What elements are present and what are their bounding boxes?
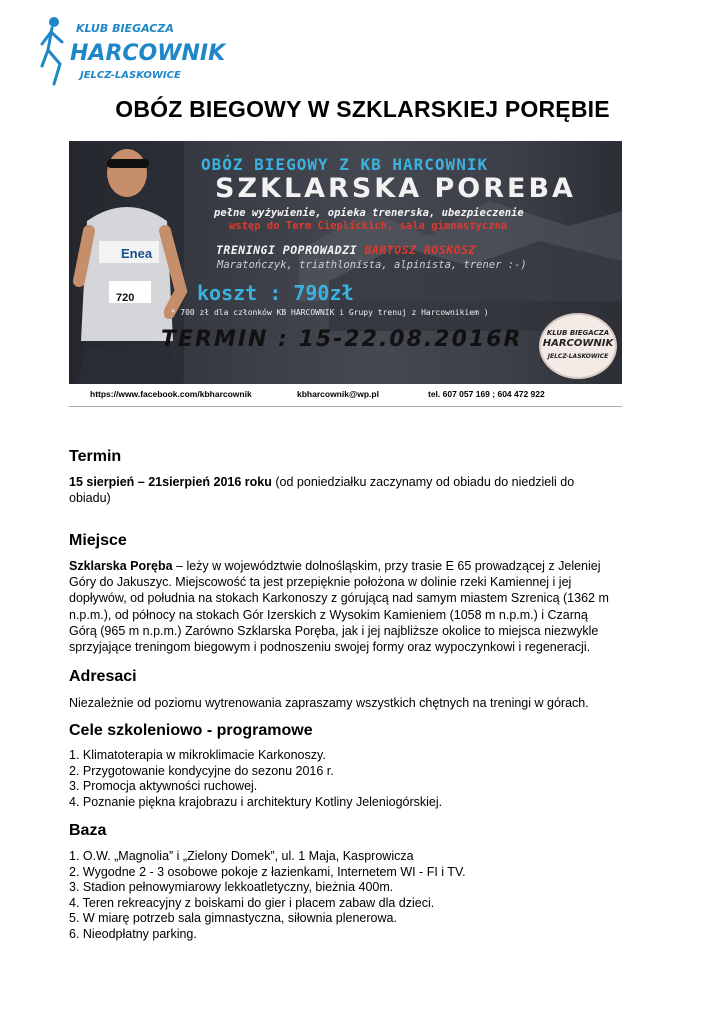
heading-baza: Baza (69, 822, 107, 839)
miejsce-line4: n.p.m.), od północy na stokach Gór Izerskich z Wysokim Kamieniem (1058 m n.p.m.) i Czarną (69, 607, 588, 622)
list-item: 6. Nieodpłatny parking. (69, 926, 197, 941)
termin-note-cont: obiadu) (69, 491, 111, 506)
banner-headline: OBÓZ BIEGOWY Z KB HARCOWNIK (201, 155, 489, 174)
divider (69, 406, 622, 407)
logo-line3: JELCZ-LASKOWICE (80, 70, 181, 81)
list-item: 3. Stadion pełnowymiarowy lekkoatletyczny, bieżnia 400m. (69, 880, 394, 895)
camp-banner (69, 141, 622, 384)
termin-note: (od poniedziałku zaczynamy od obiadu do niedzieli do (271, 475, 575, 489)
list-item: 3. Promocja aktywności ruchowej. (69, 779, 258, 794)
heading-termin: Termin (69, 448, 122, 465)
heading-cele: Cele szkoleniowo - programowe (69, 722, 313, 739)
termin-text (69, 474, 629, 506)
list-item: 4. Poznanie piękna krajobrazu i architektury Kotliny Jeleniogórskiej. (69, 794, 443, 809)
trainer-prefix: TRENINGI POPROWADZI (216, 243, 358, 257)
list-item: 4. Teren rekreacyjny z boiskami do gier i placem zabaw dla dzieci. (69, 895, 435, 910)
badge-line3: JELCZ-LASKOWICE (547, 353, 609, 360)
banner-trainer (216, 243, 476, 257)
list-item: 1. Klimatoterapia w mikroklimacie Karkonoszy. (69, 748, 326, 762)
heading-adresaci: Adresaci (69, 668, 137, 685)
banner-cost: koszt : 790zł (197, 281, 354, 305)
facebook-link[interactable]: https://www.facebook.com/kbharcownik (90, 389, 252, 399)
termin-dates: 15 sierpień – 21sierpień 2016 roku (69, 475, 272, 489)
adresaci-text: Niezależnie od poziomu wytrenowania zapraszamy wszystkich chętnych na treningi w górach. (69, 696, 589, 710)
baza-list (69, 849, 649, 943)
club-badge (539, 313, 617, 379)
shirt-sponsor: Enea (121, 246, 153, 261)
badge-line1: KLUB BIEGACZA (546, 329, 610, 337)
list-item: 2. Przygotowanie kondycyjne do sezonu 2016 r. (69, 763, 334, 778)
race-bib: 720 (116, 292, 135, 304)
list-item: 5. W miarę potrzeb sala gimnastyczna, siłownia plenerowa. (69, 911, 397, 926)
runner-icon (42, 17, 62, 84)
logo-line2: HARCOWNIK (70, 41, 226, 66)
miejsce-town: Szklarska Poręba (69, 559, 173, 573)
page-title: OBÓZ BIEGOWY W SZKLARSKIEJ PORĘBIE (115, 96, 610, 122)
banner-includes: pełne wyżywienie, opieka trenerska, ubezpieczenie (214, 207, 524, 219)
phone-numbers: tel. 607 057 169 ; 604 472 922 (428, 389, 545, 399)
banner-trainer-bio: Maratończyk, triathlonista, alpinista, trener :-) (217, 259, 527, 271)
miejsce-line1: – leży w województwie dolnośląskim, przy trasie E 65 prowadzącej z Jeleniej (172, 559, 601, 573)
banner-member-price: ( * 700 zł dla członków KB HARCOWNIK i Grupy trenuj z Harcownikiem ) (161, 308, 489, 317)
miejsce-text (69, 558, 629, 655)
club-logo (40, 14, 226, 94)
miejsce-line5: Górą (965 m n.p.m.) Zarówno Szklarska Poręba, jak i jej najbliższe okolice to miejsca niezwykle (69, 623, 599, 638)
list-item: 2. Wygodne 2 - 3 osobowe pokoje z łazienkami, Internetem WI - FI i TV. (69, 864, 466, 879)
badge-line2: HARCOWNIK (542, 338, 614, 349)
list-item: 1. O.W. „Magnolia” i „Zielony Domek”, ul. 1 Maja, Kasprowicza (69, 849, 414, 863)
miejsce-line2: Góry do Jakuszyc. Miejscowość ta jest przepięknie położona w dolinie rzeki Kamiennej i jej (69, 575, 572, 590)
banner-extras: wstęp do Term Cieplickich, sala gimnastyczna (229, 220, 508, 232)
miejsce-line6: sprzyjające treningom biegowym i podnoszeniu swojej formy oraz wypoczynkowi i regeneracji. (69, 640, 591, 655)
cele-list (69, 748, 649, 810)
banner-town: SZKLARSKA POREBA (215, 173, 576, 204)
trainer-name: BARTOSZ ROSKOSZ (364, 243, 476, 257)
heading-miejsce: Miejsce (69, 532, 127, 549)
miejsce-line3: dopływów, od południa na stokach Karkonoszy z górującą nad samym miastem Szrenicą (1362 m (69, 591, 609, 606)
banner-dates: TERMIN : 15-22.08.2016R (161, 327, 523, 352)
email-link[interactable]: kbharcownik@wp.pl (297, 389, 379, 399)
logo-line1: KLUB BIEGACZA (76, 22, 174, 35)
